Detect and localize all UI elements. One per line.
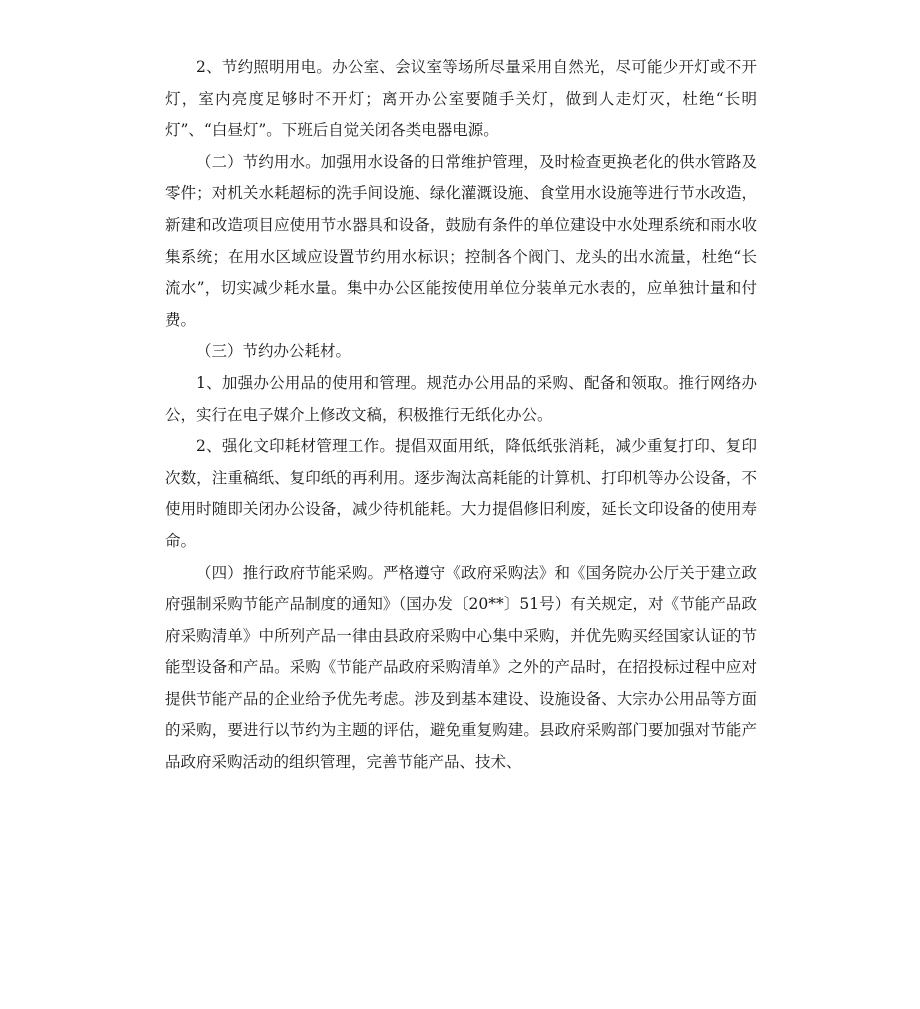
paragraph-energy-procurement: （四）推行政府节能采购。严格遵守《政府采购法》和《国务院办公厅关于建立政府强制采购节能产品制度的通知》（国办发〔20**〕51号）有关规定，对《节能产品政府采购清单》中所列产品一律由县政府采购中心集中采购，并优先购买经国家认证的节能型设备和产品。采购《节能产品政府采购清单》之外的产品时，在招投标过程中应对提供节能产品的企业给予优先考虑。涉及到基本建设、设施设备、大宗办公用品等方面的采购，要进行以节约为主题的评估，避免重复购建。县政府采购部门要加强对节能产品政府采购活动的组织管理，完善节能产品、技术、	[165, 563, 757, 772]
paragraph-lighting: 2、节约照明用电。办公室、会议室等场所尽量采用自然光，尽可能少开灯或不开灯，室内亮度足够时不开灯；离开办公室要随手关灯，做到人走灯灭，杜绝“长明灯”、“白昼灯”。下班后自觉关闭各类电器电源。	[165, 58, 757, 140]
paragraph-office-supplies-management: 1、加强办公用品的使用和管理。规范办公用品的采购、配备和领取。推行网络办公，实行在电子媒介上修改文稿，积极推行无纸化办公。	[165, 373, 757, 424]
paragraph-office-supplies-heading: （三）节约办公耗材。	[196, 342, 352, 361]
paragraph-water-saving: （二）节约用水。加强用水设备的日常维护管理，及时检查更换老化的供水管路及零件；对机关水耗超标的洗手间设施、绿化灌溉设施、食堂用水设施等进行节水改造，新建和改造项目应使用节水器具和设备，鼓励有条件的单位建设中水处理系统和雨水收集系统；在用水区域应设置节约用水标识；控制各个阀门、龙头的出水流量，杜绝“长流水”，切实减少耗水量。集中办公区能按使用单位分装单元水表的，应单独计量和付费。	[165, 152, 757, 329]
document-body	[165, 52, 757, 779]
paragraph-printing-consumables: 2、强化文印耗材管理工作。提倡双面用纸，降低纸张消耗，减少重复打印、复印次数，注重稿纸、复印纸的再利用。逐步淘汰高耗能的计算机、打印机等办公设备，不使用时随即关闭办公设备，减少待机能耗。大力提倡修旧利废，延长文印设备的使用寿命。	[165, 437, 757, 550]
